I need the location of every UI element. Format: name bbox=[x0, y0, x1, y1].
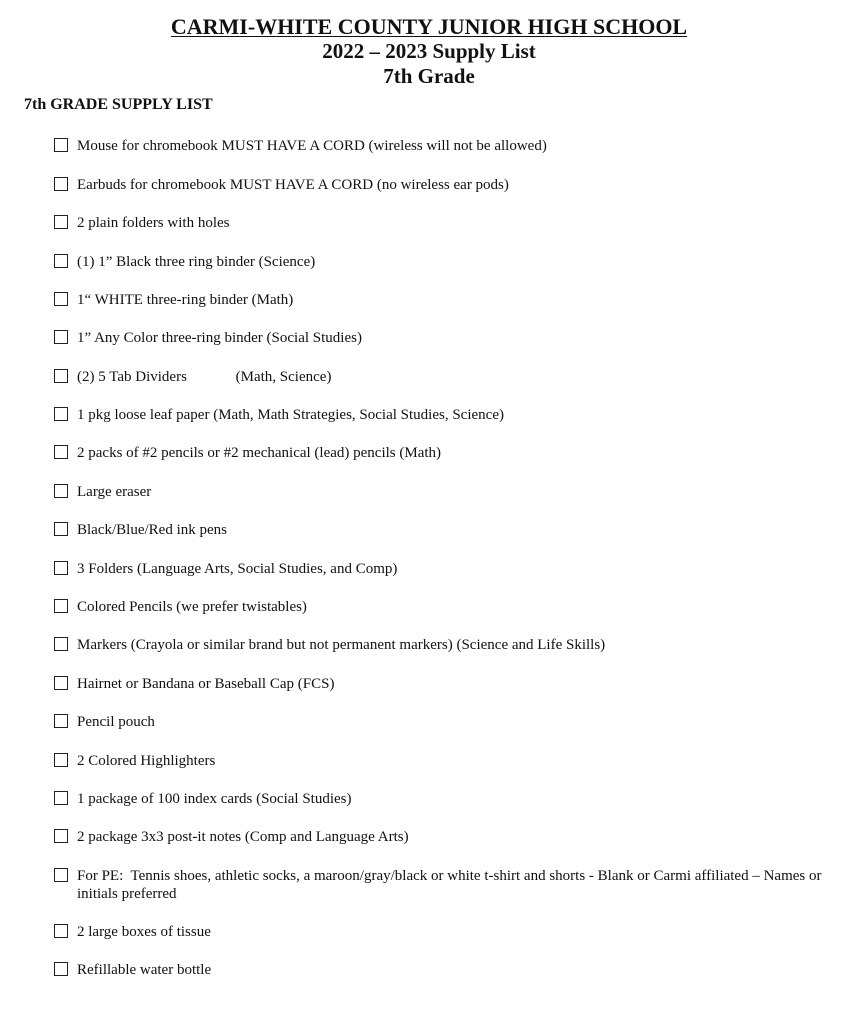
list-item-loose-leaf-paper bbox=[54, 406, 834, 424]
checkbox[interactable] bbox=[54, 445, 68, 459]
checkbox[interactable] bbox=[54, 177, 68, 191]
checkbox[interactable] bbox=[54, 369, 68, 383]
checkbox[interactable] bbox=[54, 522, 68, 536]
checkbox[interactable] bbox=[54, 138, 68, 152]
checkbox[interactable] bbox=[54, 407, 68, 421]
item-label: 1 package of 100 index cards (Social Studies) bbox=[77, 791, 352, 807]
list-item-mouse bbox=[54, 137, 834, 155]
checkbox[interactable] bbox=[54, 254, 68, 268]
list-item-black-binder bbox=[54, 253, 834, 271]
grade-level: 7th Grade bbox=[383, 64, 475, 88]
item-label: Hairnet or Bandana or Baseball Cap (FCS) bbox=[77, 676, 335, 692]
school-title: CARMI-WHITE COUNTY JUNIOR HIGH SCHOOL bbox=[170, 14, 688, 39]
checkbox[interactable] bbox=[54, 676, 68, 690]
item-label: 2 plain folders with holes bbox=[77, 215, 230, 231]
checkbox[interactable] bbox=[54, 561, 68, 575]
checkbox[interactable] bbox=[54, 599, 68, 613]
list-item-pencil-pouch bbox=[54, 713, 834, 731]
item-label: Earbuds for chromebook MUST HAVE A CORD (no wireless ear pods) bbox=[77, 177, 509, 193]
list-item-colored-pencils bbox=[54, 598, 834, 616]
item-label: (2) 5 Tab Dividers (Math, Science) bbox=[77, 369, 332, 385]
checkbox[interactable] bbox=[54, 714, 68, 728]
checkbox[interactable] bbox=[54, 924, 68, 938]
checkbox[interactable] bbox=[54, 753, 68, 767]
section-heading: 7th GRADE SUPPLY LIST bbox=[24, 96, 213, 113]
list-item-tab-dividers bbox=[54, 368, 834, 386]
item-label: 2 large boxes of tissue bbox=[77, 924, 211, 940]
checkbox[interactable] bbox=[54, 637, 68, 651]
list-item-plain-folders bbox=[54, 214, 834, 232]
item-label: 2 packs of #2 pencils or #2 mechanical (lead) pencils (Math) bbox=[77, 445, 442, 461]
item-label: 1“ WHITE three-ring binder (Math) bbox=[77, 292, 294, 308]
item-label: Refillable water bottle bbox=[77, 962, 212, 978]
checkbox[interactable] bbox=[54, 962, 68, 976]
item-label: Black/Blue/Red ink pens bbox=[77, 522, 227, 538]
item-label: 3 Folders (Language Arts, Social Studies, and Comp) bbox=[77, 561, 398, 577]
list-item-post-it-notes bbox=[54, 828, 834, 846]
list-item-pe-clothing bbox=[54, 867, 834, 903]
list-item-hairnet bbox=[54, 675, 834, 693]
list-item-three-folders bbox=[54, 560, 834, 578]
list-item-ink-pens bbox=[54, 521, 834, 539]
checkbox[interactable] bbox=[54, 829, 68, 843]
item-label: Mouse for chromebook MUST HAVE A CORD (wireless will not be allowed) bbox=[77, 138, 547, 154]
list-item-pencils bbox=[54, 444, 834, 462]
list-item-tissue bbox=[54, 923, 834, 941]
item-label: Pencil pouch bbox=[77, 714, 155, 730]
list-item-earbuds bbox=[54, 176, 834, 194]
supply-list-year: 2022 – 2023 Supply List bbox=[322, 39, 536, 63]
item-label: Colored Pencils (we prefer twistables) bbox=[77, 599, 307, 615]
list-item-white-binder bbox=[54, 291, 834, 309]
checkbox[interactable] bbox=[54, 292, 68, 306]
list-item-index-cards bbox=[54, 790, 834, 808]
list-item-highlighters bbox=[54, 752, 834, 770]
list-item-large-eraser bbox=[54, 483, 834, 501]
item-label: 2 package 3x3 post-it notes (Comp and Language Arts) bbox=[77, 829, 409, 845]
checkbox[interactable] bbox=[54, 868, 68, 882]
checkbox[interactable] bbox=[54, 791, 68, 805]
checkbox[interactable] bbox=[54, 330, 68, 344]
item-label: Markers (Crayola or similar brand but not permanent markers) (Science and Life Skills) bbox=[77, 637, 606, 653]
item-label: 1” Any Color three-ring binder (Social Studies) bbox=[77, 330, 362, 346]
list-item-any-color-binder bbox=[54, 329, 834, 347]
checkbox[interactable] bbox=[54, 215, 68, 229]
item-label: 2 Colored Highlighters bbox=[77, 753, 216, 769]
list-item-water-bottle bbox=[54, 961, 834, 979]
item-label: For PE: Tennis shoes, athletic socks, a maroon/gray/black or white t-shirt and shorts - Blank or Carmi affiliated – Names or initials preferred bbox=[77, 868, 826, 902]
item-label: (1) 1” Black three ring binder (Science) bbox=[77, 254, 316, 270]
item-label: Large eraser bbox=[77, 484, 152, 500]
item-label: 1 pkg loose leaf paper (Math, Math Strategies, Social Studies, Science) bbox=[77, 407, 504, 423]
document-header bbox=[0, 14, 845, 89]
list-item-markers bbox=[54, 636, 834, 654]
checkbox[interactable] bbox=[54, 484, 68, 498]
